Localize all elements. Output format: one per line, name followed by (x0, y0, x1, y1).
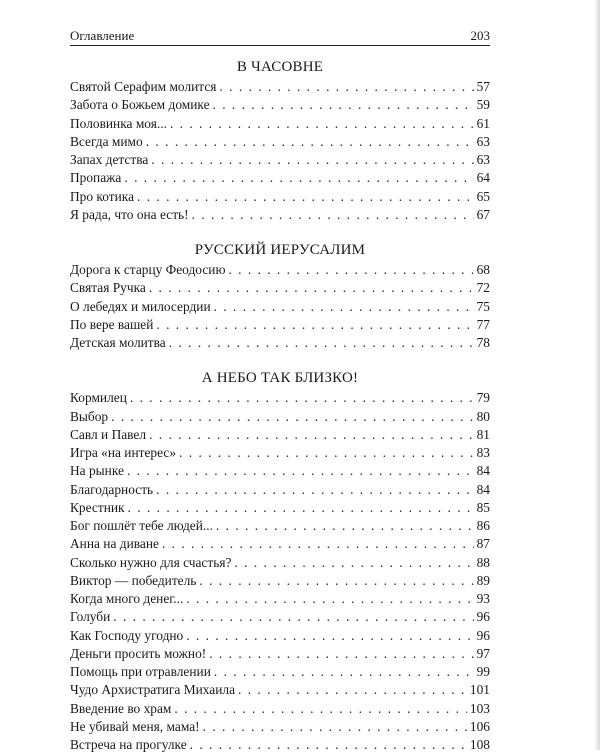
dot-leader (127, 462, 474, 480)
dot-leader (174, 700, 467, 718)
dot-leader (156, 316, 473, 334)
dot-leader (124, 169, 473, 187)
toc-entry-page: 63 (476, 152, 490, 167)
toc-entry-page: 57 (476, 79, 490, 94)
toc-entry (70, 334, 490, 352)
dot-leader (130, 389, 474, 407)
toc-entry-page: 84 (476, 481, 490, 497)
toc-entry-page: 59 (476, 97, 490, 113)
toc-entry (70, 572, 490, 590)
dot-leader (203, 718, 467, 736)
dot-leader (214, 663, 474, 681)
toc-entry (70, 554, 490, 572)
toc-entry (70, 151, 490, 169)
header-rule (70, 45, 490, 46)
dot-leader (128, 499, 474, 517)
toc-entry-title: Виктор — победитель (70, 572, 197, 588)
section-title: В ЧАСОВНЕ (236, 59, 324, 75)
toc-entry (70, 78, 490, 96)
dot-leader (149, 279, 474, 297)
section-title: А НЕБО ТАК БЛИЗКО! (201, 370, 359, 387)
dot-leader (192, 206, 474, 224)
toc-entry (70, 681, 490, 699)
toc-entry-title: Встреча на прогулке (70, 737, 187, 752)
toc-entry-title: Сколько нужно для счастья? (70, 554, 232, 570)
toc-entry-page: 87 (476, 536, 490, 552)
toc-entry-title: Савл и Павел (70, 426, 147, 442)
toc-entry-title: Как Господу угодно (70, 627, 184, 643)
book-page (70, 0, 490, 750)
toc-entry-page: 103 (469, 700, 490, 716)
toc-entry (70, 426, 490, 444)
toc-entry (70, 481, 490, 499)
dot-leader (219, 78, 473, 96)
dot-leader (199, 572, 473, 590)
toc-entry-page: 81 (476, 426, 490, 442)
dot-leader (156, 481, 473, 499)
toc-entry-page: 101 (469, 682, 490, 698)
toc-entry-page: 97 (476, 645, 490, 661)
toc-entry-title: Пропажа (70, 170, 122, 186)
dot-leader (137, 188, 474, 206)
toc-entry-title: Не убивай меня, мама! (70, 718, 200, 734)
toc-entry-title: Я рада, что она есть! (70, 206, 189, 222)
toc-entry (70, 645, 490, 663)
toc-entry (70, 408, 490, 426)
toc-entry-title: Чудо Архистратига Михаила (70, 682, 236, 698)
toc-entry-page: 68 (476, 262, 490, 277)
toc-entry-title: Забота о Божьем домике (70, 97, 210, 113)
toc-entry-title: Помощь при отравлении (70, 664, 211, 679)
dot-leader (169, 334, 474, 352)
toc-entry-title: Благодарность (70, 481, 154, 497)
dot-leader (151, 151, 473, 169)
running-head (70, 26, 490, 46)
toc-entry-title: Запах детства (70, 152, 149, 167)
running-head-title: Оглавление (70, 28, 135, 43)
toc-entry (70, 206, 490, 224)
section-gap (70, 224, 490, 239)
dot-leader (186, 590, 473, 608)
toc-entry-title: Детская молитва (70, 335, 166, 350)
toc-entry-title: По вере вашей (70, 316, 154, 332)
toc-entry (70, 444, 490, 462)
dot-leader (214, 298, 474, 316)
toc-entry-page: 96 (476, 627, 490, 643)
section-gap (70, 352, 490, 367)
toc-entry-page: 106 (469, 718, 490, 734)
toc-entry-page: 83 (476, 445, 490, 460)
toc-entry (70, 499, 490, 517)
dot-leader (111, 408, 473, 426)
dot-leader (209, 645, 473, 663)
toc-entry-title: Всегда мимо (70, 133, 143, 149)
toc-entry-title: Дорога к старцу Феодосию (70, 262, 226, 277)
toc-entry (70, 261, 490, 279)
toc-entry-page: 78 (476, 335, 490, 350)
toc-entry-page: 84 (476, 463, 490, 479)
toc-entry-page: 65 (476, 188, 490, 204)
dot-leader (213, 96, 474, 114)
dot-leader (170, 115, 474, 133)
toc-entry-page: 108 (469, 737, 490, 752)
dot-leader (162, 535, 474, 553)
toc-entry (70, 188, 490, 206)
page-number: 203 (470, 28, 490, 43)
toc-entry-page: 67 (476, 206, 490, 222)
toc-entry-page: 63 (476, 133, 490, 149)
dot-leader (186, 627, 473, 645)
toc-entry (70, 663, 490, 681)
toc-entry-title: Деньги просить можно! (70, 645, 207, 661)
toc-entry (70, 298, 490, 316)
toc-entry-page: 75 (476, 298, 490, 314)
toc-entry-title: Бог пошлёт тебе людей... (70, 518, 213, 533)
section-title: РУССКИЙ ИЕРУСАЛИМ (194, 242, 366, 258)
dot-leader (113, 608, 473, 626)
toc-entry (70, 169, 490, 187)
toc-entry-title: Святая Ручка (70, 280, 146, 296)
toc-entry-page: 85 (476, 499, 490, 515)
toc-entry-page: 77 (476, 316, 490, 332)
dot-leader (179, 444, 474, 462)
table-of-contents (70, 56, 490, 754)
toc-entry (70, 590, 490, 608)
toc-entry-title: Анна на диване (70, 536, 159, 552)
dot-leader (149, 426, 474, 444)
toc-entry (70, 608, 490, 626)
toc-entry (70, 389, 490, 407)
toc-entry-title: Голуби (70, 609, 111, 625)
toc-entry-page: 79 (476, 390, 490, 406)
toc-entry-title: Про котика (70, 188, 135, 204)
toc-entry-page: 86 (476, 518, 490, 533)
toc-entry (70, 279, 490, 297)
dot-leader (238, 681, 467, 699)
toc-entry-title: Святой Серафим молится (70, 79, 217, 94)
toc-entry (70, 133, 490, 151)
toc-entry (70, 462, 490, 480)
toc-entry (70, 96, 490, 114)
toc-entry-title: Половинка моя... (70, 115, 167, 131)
toc-entry (70, 517, 490, 535)
toc-entry (70, 535, 490, 553)
toc-entry (70, 316, 490, 334)
toc-entry-page: 93 (476, 591, 490, 606)
toc-entry-title: Введение во храм (70, 700, 172, 716)
toc-entry (70, 736, 490, 754)
dot-leader (234, 554, 473, 572)
toc-entry-page: 72 (476, 280, 490, 296)
dot-leader (146, 133, 474, 151)
toc-entry-page: 99 (476, 664, 490, 679)
toc-entry-title: О лебедях и милосердии (70, 298, 211, 314)
dot-leader (190, 736, 467, 754)
toc-entry-title: Крестник (70, 499, 125, 515)
toc-entry (70, 115, 490, 133)
toc-entry (70, 700, 490, 718)
dot-leader (216, 517, 474, 535)
toc-entry-title: На рынке (70, 463, 124, 479)
page-edge-shadow (594, 0, 600, 750)
toc-entry-page: 61 (476, 115, 490, 131)
dot-leader (228, 261, 473, 279)
toc-entry-title: Выбор (70, 408, 109, 424)
toc-entry-page: 88 (476, 554, 490, 570)
toc-entry (70, 627, 490, 645)
toc-entry-title: Когда много денег... (70, 591, 184, 606)
toc-entry-page: 64 (476, 170, 490, 186)
toc-entry-title: Кормилец (70, 390, 127, 406)
toc-entry (70, 718, 490, 736)
toc-entry-page: 96 (476, 609, 490, 625)
toc-entry-title: Игра «на интерес» (70, 445, 177, 460)
toc-entry-page: 80 (476, 408, 490, 424)
toc-entry-page: 89 (476, 572, 490, 588)
